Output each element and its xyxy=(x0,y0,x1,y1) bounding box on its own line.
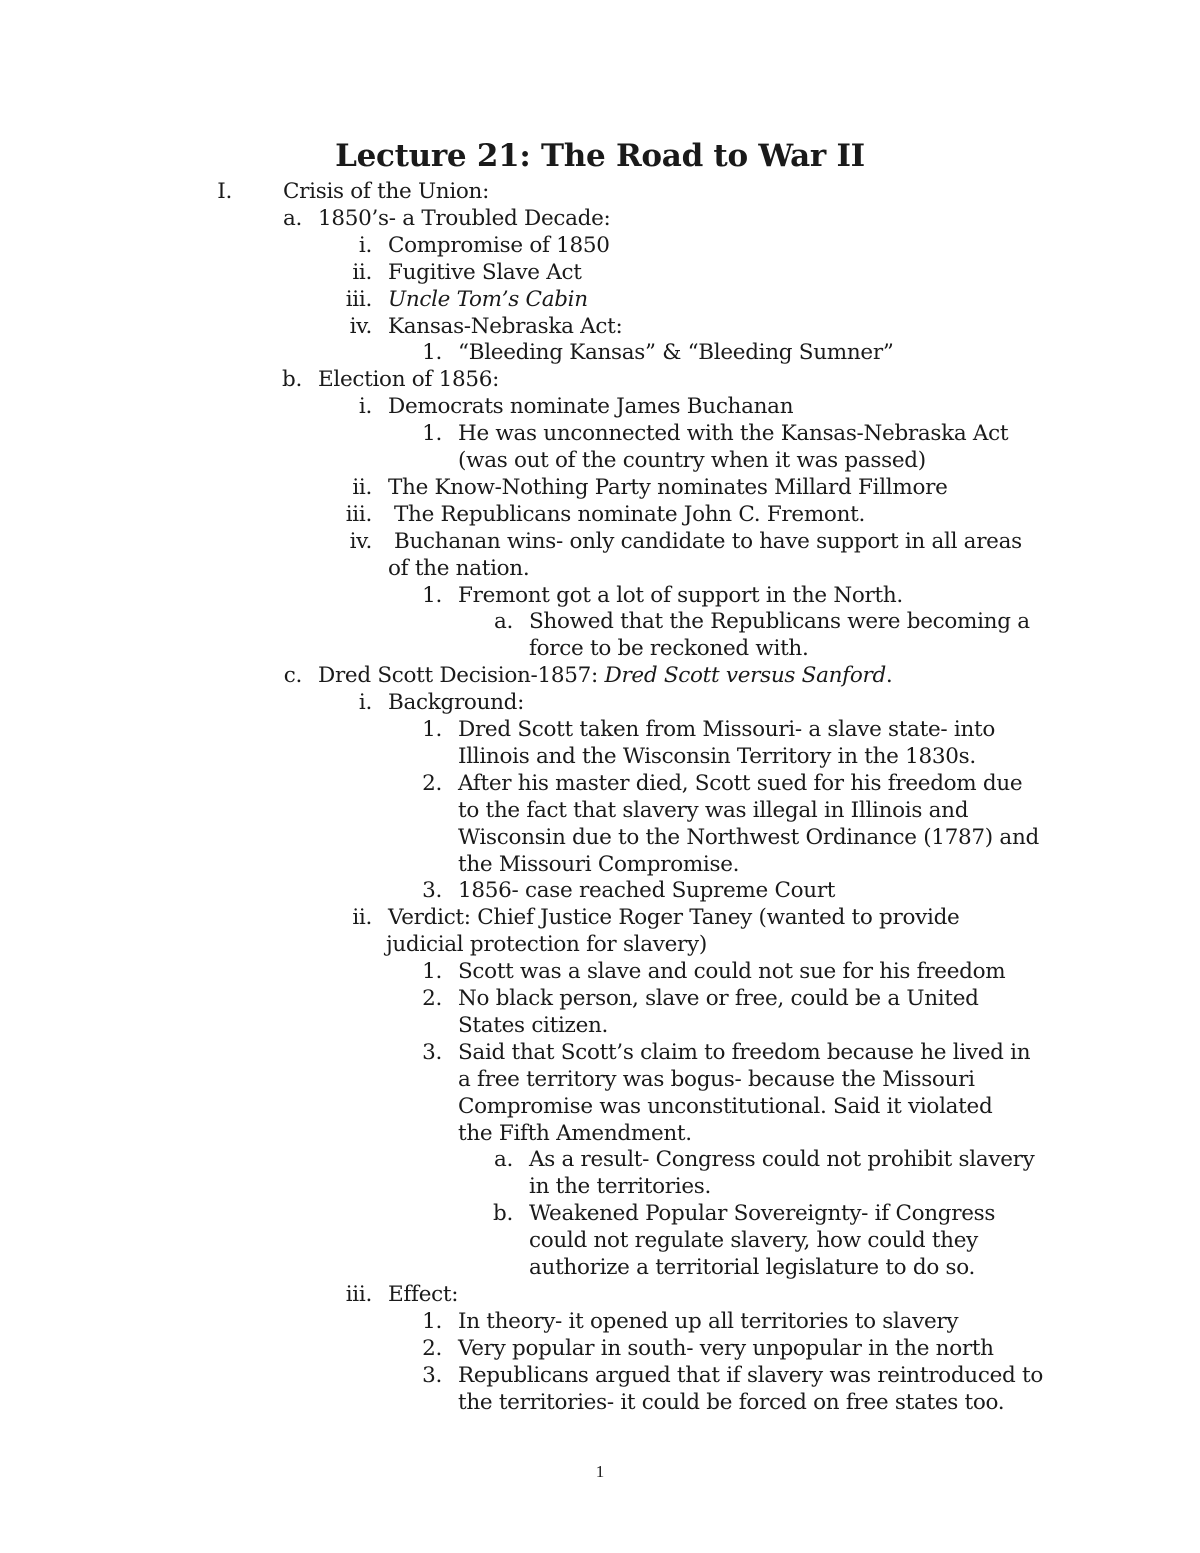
outline-marker: ii. xyxy=(352,259,372,285)
outline-text xyxy=(388,1281,458,1308)
outline-text xyxy=(458,958,1005,985)
outline-text xyxy=(458,797,968,824)
outline-marker: a. xyxy=(493,1147,513,1173)
outline-text xyxy=(458,1335,994,1362)
outline-marker: iv. xyxy=(349,528,372,554)
text-segment: (was out of the country when it was passed) xyxy=(458,448,926,473)
outline-marker: 1. xyxy=(422,959,442,985)
outline-marker: 1. xyxy=(422,421,442,447)
outline-marker: iii. xyxy=(345,1281,372,1307)
outline-text xyxy=(458,1039,1030,1066)
outline-text xyxy=(458,824,1039,851)
outline-marker: ii. xyxy=(352,474,372,500)
text-segment: Kansas-Nebraska Act: xyxy=(388,313,623,339)
outline-text xyxy=(388,286,588,313)
outline-text xyxy=(529,1200,995,1227)
outline-text xyxy=(458,743,976,770)
outline-text xyxy=(458,447,926,474)
text-segment: The Know-Nothing Party nominates Millard Fillmore xyxy=(388,474,948,500)
outline-marker: i. xyxy=(358,232,372,258)
text-segment: Showed that the Republicans were becoming a xyxy=(529,609,1030,635)
outline-text xyxy=(529,1173,711,1200)
outline-marker: 3. xyxy=(422,1039,442,1065)
lecture-title: Lecture 21: The Road to War II xyxy=(335,138,865,174)
outline-text xyxy=(458,877,835,904)
outline-text xyxy=(388,689,524,716)
outline-text xyxy=(458,1308,958,1335)
text-segment: a free territory was bogus- because the Missouri xyxy=(458,1066,975,1092)
outline-text xyxy=(388,904,959,931)
text-segment: Effect: xyxy=(388,1281,459,1307)
text-segment: 1850’s- a Troubled Decade: xyxy=(318,205,611,231)
text-segment: Said that Scott’s claim to freedom because he lived in xyxy=(458,1039,1031,1065)
outline-text xyxy=(458,851,739,878)
text-segment: Republicans argued that if slavery was reintroduced to xyxy=(458,1362,1043,1388)
outline-text xyxy=(388,474,948,501)
outline-text xyxy=(458,770,1022,797)
text-segment: No black person, slave or free, could be a United xyxy=(458,986,979,1011)
text-segment: Compromise was unconstitutional. Said it violated xyxy=(458,1093,993,1119)
outline-text xyxy=(283,178,489,205)
text-segment: Fremont got a lot of support in the North. xyxy=(458,582,903,608)
outline-text xyxy=(458,1066,975,1093)
text-segment: Compromise of 1850 xyxy=(388,232,610,258)
outline-text xyxy=(388,555,529,582)
outline-marker: c. xyxy=(283,663,302,689)
text-segment: Weakened Popular Sovereignty- if Congress xyxy=(529,1201,996,1227)
outline-marker: iii. xyxy=(345,286,372,312)
outline-text xyxy=(388,232,610,259)
text-segment: judicial protection for slavery) xyxy=(386,932,707,958)
outline-text xyxy=(388,313,622,340)
outline-marker: i. xyxy=(358,394,372,420)
text-segment: the territories- it could be forced on free states too. xyxy=(458,1389,1005,1415)
outline-text xyxy=(458,582,903,609)
outline-text xyxy=(458,716,995,743)
text-segment: Election of 1856: xyxy=(318,367,500,393)
outline-text xyxy=(458,1012,608,1039)
outline-text xyxy=(529,635,809,662)
text-segment: Background: xyxy=(388,690,525,716)
outline-text xyxy=(318,205,610,232)
text-segment: States citizen. xyxy=(458,1012,609,1038)
outline-marker: a. xyxy=(282,205,302,231)
outline-marker: 1. xyxy=(422,717,442,742)
outline-text xyxy=(388,393,793,420)
outline-text xyxy=(458,1362,1043,1389)
text-segment: Crisis of the Union: xyxy=(283,179,490,204)
outline-marker: 3. xyxy=(422,1362,442,1388)
outline-marker: iii. xyxy=(345,501,372,527)
outline-marker: I. xyxy=(217,179,232,204)
page-number: 1 xyxy=(595,1462,605,1481)
outline-text xyxy=(458,1389,1004,1416)
text-segment: Wisconsin due to the Northwest Ordinance (1787) and xyxy=(458,824,1039,850)
text-segment: Dred Scott taken from Missouri- a slave state- into xyxy=(458,717,996,742)
italic-title-text: Uncle Tom’s Cabin xyxy=(388,286,588,312)
outline-text xyxy=(388,259,582,286)
text-segment: Verdict: Chief Justice Roger Taney (wanted to provide xyxy=(388,905,960,931)
text-segment: . xyxy=(885,663,893,689)
outline-marker: b. xyxy=(493,1201,513,1227)
text-segment: the Missouri Compromise. xyxy=(458,851,740,877)
outline-marker: 2. xyxy=(422,1335,442,1361)
outline-marker: ii. xyxy=(352,905,372,931)
outline-text xyxy=(458,420,1008,447)
text-segment: The Republicans nominate John C. Fremont. xyxy=(394,501,865,527)
outline-marker: b. xyxy=(282,367,302,393)
outline-text xyxy=(394,528,1022,555)
text-segment: Scott was a slave and could not sue for his freedom xyxy=(458,959,1006,985)
outline-marker: a. xyxy=(493,609,513,635)
text-segment: Illinois and the Wisconsin Territory in the 1830s. xyxy=(458,743,976,769)
outline-text xyxy=(458,985,979,1012)
text-segment: “Bleeding Kansas” & “Bleeding Sumner” xyxy=(458,340,894,366)
text-segment: the Fifth Amendment. xyxy=(458,1120,692,1146)
outline-marker: 1. xyxy=(422,1308,442,1334)
text-segment: Democrats nominate James Buchanan xyxy=(388,394,794,420)
text-segment: to the fact that slavery was illegal in Illinois and xyxy=(458,797,969,823)
outline-text xyxy=(318,662,892,689)
text-segment: 1856- case reached Supreme Court xyxy=(458,878,836,904)
text-segment: Dred Scott Decision-1857: xyxy=(318,663,605,689)
text-segment: Very popular in south- very unpopular in the north xyxy=(458,1335,994,1361)
outline-marker: 3. xyxy=(422,878,442,904)
text-segment: of the nation. xyxy=(388,555,530,581)
italic-title-text: Dred Scott versus Sanford xyxy=(604,663,886,689)
text-segment: As a result- Congress could not prohibit slavery xyxy=(529,1147,1035,1173)
outline-text xyxy=(458,1093,992,1120)
text-segment: authorize a territorial legislature to do so. xyxy=(529,1255,976,1280)
outline-marker: i. xyxy=(358,690,372,716)
text-segment: force to be reckoned with. xyxy=(529,636,809,662)
outline-text xyxy=(318,366,499,393)
outline-marker: 1. xyxy=(422,340,442,366)
outline-marker: iv. xyxy=(349,313,372,339)
outline-text xyxy=(529,1254,975,1281)
text-segment: Buchanan wins- only candidate to have support in all areas xyxy=(394,528,1022,554)
outline-text xyxy=(394,501,865,528)
outline-text xyxy=(529,608,1030,635)
text-segment: He was unconnected with the Kansas-Nebraska Act xyxy=(458,421,1009,447)
outline-marker: 2. xyxy=(422,770,442,796)
outline-text xyxy=(458,339,894,366)
text-segment: In theory- it opened up all territories to slavery xyxy=(458,1308,959,1334)
outline-text xyxy=(386,931,707,958)
text-segment: After his master died, Scott sued for his freedom due xyxy=(458,770,1023,796)
outline-marker: 2. xyxy=(422,986,442,1011)
outline-marker: 1. xyxy=(422,582,442,608)
outline-text xyxy=(458,1120,692,1147)
outline-text xyxy=(529,1227,978,1254)
text-segment: in the territories. xyxy=(529,1174,712,1200)
text-segment: Fugitive Slave Act xyxy=(388,259,582,285)
outline-text xyxy=(529,1146,1034,1173)
text-segment: could not regulate slavery, how could they xyxy=(529,1228,978,1254)
